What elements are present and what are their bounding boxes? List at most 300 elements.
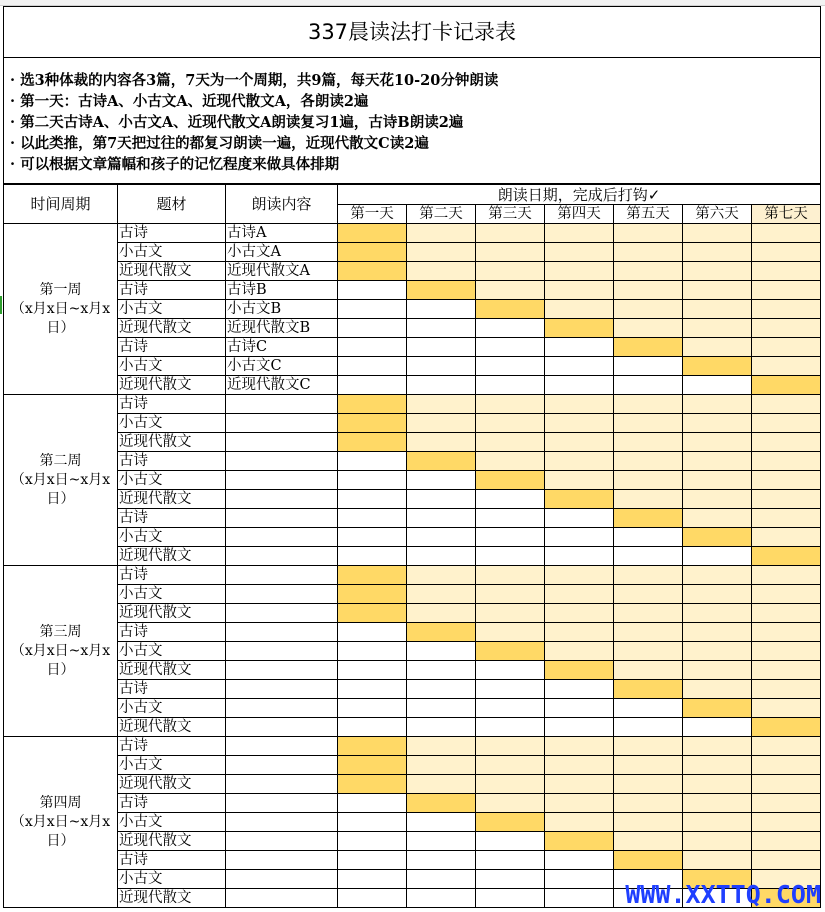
checkin-cell[interactable] [407, 243, 476, 262]
subject-cell[interactable]: 近现代散文 [118, 262, 226, 281]
checkin-cell[interactable] [476, 490, 545, 509]
checkin-cell[interactable] [476, 604, 545, 623]
subject-cell[interactable]: 古诗 [118, 224, 226, 243]
checkin-cell[interactable] [752, 471, 821, 490]
checkin-cell[interactable] [338, 794, 407, 813]
checkin-cell[interactable] [407, 585, 476, 604]
checkin-cell[interactable] [752, 376, 821, 395]
checkin-cell[interactable] [614, 509, 683, 528]
day-header[interactable]: 第四天 [545, 205, 614, 224]
subject-cell[interactable]: 古诗 [118, 395, 226, 414]
checkin-cell[interactable] [752, 661, 821, 680]
checkin-cell[interactable] [545, 547, 614, 566]
checkin-cell[interactable] [545, 775, 614, 794]
checkin-cell[interactable] [683, 490, 752, 509]
checkin-cell[interactable] [614, 338, 683, 357]
content-cell[interactable] [226, 794, 338, 813]
checkin-cell[interactable] [683, 528, 752, 547]
checkin-cell[interactable] [407, 319, 476, 338]
checkin-cell[interactable] [407, 300, 476, 319]
checkin-cell[interactable] [407, 224, 476, 243]
checkin-cell[interactable] [683, 224, 752, 243]
checkin-cell[interactable] [752, 813, 821, 832]
content-cell[interactable] [226, 699, 338, 718]
checkin-cell[interactable] [614, 395, 683, 414]
checkin-cell[interactable] [545, 566, 614, 585]
header-content[interactable]: 朗读内容 [226, 185, 338, 224]
checkin-cell[interactable] [476, 547, 545, 566]
checkin-cell[interactable] [407, 756, 476, 775]
checkin-cell[interactable] [476, 718, 545, 737]
checkin-cell[interactable] [752, 547, 821, 566]
checkin-cell[interactable] [545, 452, 614, 471]
checkin-cell[interactable] [683, 851, 752, 870]
checkin-cell[interactable] [338, 357, 407, 376]
checkin-cell[interactable] [407, 414, 476, 433]
checkin-cell[interactable] [545, 490, 614, 509]
checkin-cell[interactable] [407, 737, 476, 756]
content-cell[interactable] [226, 737, 338, 756]
checkin-cell[interactable] [476, 471, 545, 490]
checkin-cell[interactable] [683, 642, 752, 661]
checkin-cell[interactable] [338, 452, 407, 471]
checkin-cell[interactable] [476, 281, 545, 300]
checkin-cell[interactable] [338, 319, 407, 338]
checkin-cell[interactable] [476, 414, 545, 433]
checkin-cell[interactable] [476, 262, 545, 281]
checkin-cell[interactable] [407, 509, 476, 528]
checkin-cell[interactable] [752, 604, 821, 623]
checkin-cell[interactable] [338, 680, 407, 699]
checkin-cell[interactable] [545, 509, 614, 528]
checkin-cell[interactable] [407, 813, 476, 832]
checkin-cell[interactable] [614, 319, 683, 338]
checkin-cell[interactable] [338, 471, 407, 490]
checkin-cell[interactable] [752, 357, 821, 376]
checkin-cell[interactable] [476, 509, 545, 528]
checkin-cell[interactable] [545, 262, 614, 281]
checkin-cell[interactable] [683, 813, 752, 832]
checkin-cell[interactable] [614, 718, 683, 737]
checkin-cell[interactable] [476, 623, 545, 642]
checkin-cell[interactable] [338, 585, 407, 604]
checkin-cell[interactable] [545, 414, 614, 433]
checkin-cell[interactable] [407, 433, 476, 452]
header-subject[interactable]: 题材 [118, 185, 226, 224]
subject-cell[interactable]: 小古文 [118, 357, 226, 376]
content-cell[interactable] [226, 452, 338, 471]
checkin-cell[interactable] [752, 851, 821, 870]
checkin-cell[interactable] [614, 566, 683, 585]
content-cell[interactable]: 古诗C [226, 338, 338, 357]
checkin-cell[interactable] [752, 281, 821, 300]
checkin-cell[interactable] [683, 623, 752, 642]
subject-cell[interactable]: 古诗 [118, 851, 226, 870]
checkin-cell[interactable] [338, 718, 407, 737]
checkin-cell[interactable] [614, 528, 683, 547]
checkin-cell[interactable] [752, 832, 821, 851]
checkin-cell[interactable] [545, 718, 614, 737]
checkin-cell[interactable] [545, 699, 614, 718]
checkin-cell[interactable] [407, 642, 476, 661]
subject-cell[interactable]: 古诗 [118, 794, 226, 813]
checkin-cell[interactable] [407, 870, 476, 889]
page-title[interactable]: 337晨读法打卡记录表 [3, 6, 821, 58]
content-cell[interactable]: 小古文A [226, 243, 338, 262]
checkin-cell[interactable] [407, 357, 476, 376]
content-cell[interactable] [226, 718, 338, 737]
checkin-cell[interactable] [338, 433, 407, 452]
subject-cell[interactable]: 小古文 [118, 642, 226, 661]
checkin-cell[interactable] [476, 319, 545, 338]
checkin-cell[interactable] [545, 433, 614, 452]
checkin-cell[interactable] [338, 547, 407, 566]
checkin-cell[interactable] [407, 661, 476, 680]
content-cell[interactable] [226, 585, 338, 604]
checkin-cell[interactable] [683, 604, 752, 623]
checkin-cell[interactable] [545, 756, 614, 775]
checkin-cell[interactable] [407, 623, 476, 642]
checkin-cell[interactable] [338, 604, 407, 623]
content-cell[interactable] [226, 395, 338, 414]
checkin-cell[interactable] [407, 680, 476, 699]
subject-cell[interactable]: 近现代散文 [118, 319, 226, 338]
checkin-cell[interactable] [683, 319, 752, 338]
checkin-cell[interactable] [614, 794, 683, 813]
checkin-cell[interactable] [683, 376, 752, 395]
subject-cell[interactable]: 小古文 [118, 699, 226, 718]
day-header[interactable]: 第二天 [407, 205, 476, 224]
checkin-cell[interactable] [338, 281, 407, 300]
subject-cell[interactable]: 小古文 [118, 870, 226, 889]
subject-cell[interactable]: 古诗 [118, 338, 226, 357]
content-cell[interactable] [226, 547, 338, 566]
checkin-cell[interactable] [683, 794, 752, 813]
checkin-cell[interactable] [407, 395, 476, 414]
checkin-cell[interactable] [752, 338, 821, 357]
content-cell[interactable] [226, 414, 338, 433]
checkin-cell[interactable] [476, 661, 545, 680]
checkin-cell[interactable] [614, 433, 683, 452]
checkin-cell[interactable] [614, 281, 683, 300]
subject-cell[interactable]: 小古文 [118, 528, 226, 547]
checkin-cell[interactable] [338, 623, 407, 642]
content-cell[interactable] [226, 642, 338, 661]
checkin-cell[interactable] [476, 756, 545, 775]
checkin-cell[interactable] [476, 775, 545, 794]
checkin-cell[interactable] [614, 490, 683, 509]
checkin-cell[interactable] [683, 832, 752, 851]
checkin-cell[interactable] [476, 433, 545, 452]
checkin-cell[interactable] [683, 509, 752, 528]
checkin-cell[interactable] [407, 452, 476, 471]
checkin-cell[interactable] [476, 642, 545, 661]
checkin-cell[interactable] [752, 528, 821, 547]
checkin-cell[interactable] [545, 300, 614, 319]
checkin-cell[interactable] [683, 395, 752, 414]
checkin-cell[interactable] [614, 851, 683, 870]
checkin-cell[interactable] [338, 528, 407, 547]
checkin-cell[interactable] [476, 300, 545, 319]
subject-cell[interactable]: 近现代散文 [118, 433, 226, 452]
checkin-cell[interactable] [614, 300, 683, 319]
checkin-cell[interactable] [476, 699, 545, 718]
checkin-cell[interactable] [752, 718, 821, 737]
checkin-cell[interactable] [338, 851, 407, 870]
content-cell[interactable] [226, 471, 338, 490]
checkin-cell[interactable] [752, 794, 821, 813]
checkin-cell[interactable] [476, 832, 545, 851]
checkin-cell[interactable] [614, 737, 683, 756]
checkin-cell[interactable] [338, 566, 407, 585]
checkin-cell[interactable] [338, 395, 407, 414]
checkin-cell[interactable] [338, 338, 407, 357]
week-label[interactable]: 第一周 （x月x日~x月x日） [4, 224, 118, 395]
checkin-cell[interactable] [683, 756, 752, 775]
checkin-cell[interactable] [476, 452, 545, 471]
content-cell[interactable]: 近现代散文C [226, 376, 338, 395]
subject-cell[interactable]: 小古文 [118, 471, 226, 490]
checkin-cell[interactable] [683, 585, 752, 604]
checkin-cell[interactable] [614, 680, 683, 699]
day-header[interactable]: 第七天 [752, 205, 821, 224]
checkin-cell[interactable] [545, 813, 614, 832]
content-cell[interactable]: 小古文C [226, 357, 338, 376]
checkin-cell[interactable] [476, 737, 545, 756]
checkin-cell[interactable] [476, 528, 545, 547]
checkin-cell[interactable] [407, 889, 476, 908]
checkin-cell[interactable] [683, 433, 752, 452]
checkin-cell[interactable] [476, 566, 545, 585]
checkin-cell[interactable] [683, 414, 752, 433]
checkin-cell[interactable] [338, 376, 407, 395]
checkin-cell[interactable] [407, 471, 476, 490]
checkin-cell[interactable] [614, 471, 683, 490]
checkin-cell[interactable] [614, 224, 683, 243]
content-cell[interactable] [226, 566, 338, 585]
checkin-cell[interactable] [338, 889, 407, 908]
checkin-cell[interactable] [476, 889, 545, 908]
subject-cell[interactable]: 近现代散文 [118, 547, 226, 566]
checkin-cell[interactable] [338, 243, 407, 262]
header-dates[interactable]: 朗读日期，完成后打钩✓ [338, 185, 821, 205]
checkin-cell[interactable] [338, 509, 407, 528]
checkin-cell[interactable] [476, 224, 545, 243]
checkin-cell[interactable] [476, 585, 545, 604]
checkin-cell[interactable] [545, 623, 614, 642]
subject-cell[interactable]: 小古文 [118, 813, 226, 832]
checkin-cell[interactable] [614, 661, 683, 680]
checkin-cell[interactable] [545, 243, 614, 262]
checkin-cell[interactable] [407, 528, 476, 547]
checkin-cell[interactable] [614, 262, 683, 281]
checkin-cell[interactable] [407, 490, 476, 509]
checkin-cell[interactable] [545, 338, 614, 357]
checkin-cell[interactable] [683, 452, 752, 471]
checkin-cell[interactable] [338, 756, 407, 775]
checkin-cell[interactable] [545, 357, 614, 376]
checkin-cell[interactable] [545, 661, 614, 680]
checkin-cell[interactable] [683, 680, 752, 699]
checkin-cell[interactable] [338, 832, 407, 851]
week-label[interactable]: 第三周 （x月x日~x月x日） [4, 566, 118, 737]
content-cell[interactable] [226, 832, 338, 851]
checkin-cell[interactable] [683, 566, 752, 585]
checkin-cell[interactable] [338, 699, 407, 718]
checkin-cell[interactable] [683, 471, 752, 490]
checkin-cell[interactable] [338, 661, 407, 680]
subject-cell[interactable]: 近现代散文 [118, 718, 226, 737]
checkin-cell[interactable] [476, 680, 545, 699]
content-cell[interactable] [226, 889, 338, 908]
checkin-cell[interactable] [545, 680, 614, 699]
day-header[interactable]: 第三天 [476, 205, 545, 224]
checkin-cell[interactable] [545, 395, 614, 414]
subject-cell[interactable]: 近现代散文 [118, 775, 226, 794]
checkin-cell[interactable] [752, 490, 821, 509]
content-cell[interactable] [226, 680, 338, 699]
content-cell[interactable] [226, 623, 338, 642]
subject-cell[interactable]: 古诗 [118, 680, 226, 699]
checkin-cell[interactable] [752, 680, 821, 699]
content-cell[interactable]: 古诗B [226, 281, 338, 300]
checkin-cell[interactable] [752, 319, 821, 338]
checkin-cell[interactable] [752, 224, 821, 243]
checkin-cell[interactable] [407, 832, 476, 851]
content-cell[interactable] [226, 604, 338, 623]
checkin-cell[interactable] [683, 547, 752, 566]
content-cell[interactable] [226, 851, 338, 870]
checkin-cell[interactable] [614, 414, 683, 433]
checkin-cell[interactable] [614, 813, 683, 832]
checkin-cell[interactable] [476, 870, 545, 889]
checkin-cell[interactable] [338, 300, 407, 319]
instructions-block[interactable] [3, 58, 821, 184]
checkin-cell[interactable] [407, 338, 476, 357]
checkin-cell[interactable] [614, 452, 683, 471]
checkin-cell[interactable] [545, 585, 614, 604]
checkin-cell[interactable] [338, 870, 407, 889]
checkin-cell[interactable] [752, 623, 821, 642]
checkin-cell[interactable] [545, 319, 614, 338]
checkin-cell[interactable] [614, 376, 683, 395]
content-cell[interactable] [226, 509, 338, 528]
checkin-cell[interactable] [683, 357, 752, 376]
checkin-cell[interactable] [614, 699, 683, 718]
subject-cell[interactable]: 近现代散文 [118, 832, 226, 851]
checkin-cell[interactable] [476, 338, 545, 357]
checkin-cell[interactable] [683, 737, 752, 756]
checkin-cell[interactable] [476, 813, 545, 832]
content-cell[interactable] [226, 756, 338, 775]
subject-cell[interactable]: 古诗 [118, 452, 226, 471]
checkin-cell[interactable] [614, 547, 683, 566]
checkin-cell[interactable] [407, 794, 476, 813]
subject-cell[interactable]: 古诗 [118, 566, 226, 585]
checkin-cell[interactable] [476, 243, 545, 262]
content-cell[interactable] [226, 813, 338, 832]
checkin-cell[interactable] [614, 357, 683, 376]
checkin-cell[interactable] [545, 870, 614, 889]
content-cell[interactable]: 古诗A [226, 224, 338, 243]
checkin-cell[interactable] [752, 756, 821, 775]
subject-cell[interactable]: 小古文 [118, 756, 226, 775]
checkin-cell[interactable] [476, 794, 545, 813]
checkin-cell[interactable] [614, 642, 683, 661]
checkin-cell[interactable] [683, 243, 752, 262]
checkin-cell[interactable] [338, 490, 407, 509]
checkin-cell[interactable] [545, 832, 614, 851]
day-header[interactable]: 第一天 [338, 205, 407, 224]
content-cell[interactable] [226, 490, 338, 509]
checkin-cell[interactable] [407, 547, 476, 566]
checkin-cell[interactable] [614, 623, 683, 642]
checkin-cell[interactable] [545, 528, 614, 547]
checkin-cell[interactable] [545, 376, 614, 395]
checkin-cell[interactable] [683, 775, 752, 794]
checkin-cell[interactable] [614, 604, 683, 623]
checkin-cell[interactable] [752, 243, 821, 262]
checkin-cell[interactable] [338, 262, 407, 281]
checkin-cell[interactable] [545, 471, 614, 490]
checkin-cell[interactable] [752, 737, 821, 756]
checkin-cell[interactable] [752, 433, 821, 452]
checkin-cell[interactable] [476, 851, 545, 870]
checkin-cell[interactable] [614, 775, 683, 794]
checkin-cell[interactable] [545, 604, 614, 623]
checkin-cell[interactable] [545, 224, 614, 243]
checkin-cell[interactable] [407, 566, 476, 585]
checkin-cell[interactable] [614, 756, 683, 775]
checkin-cell[interactable] [476, 376, 545, 395]
checkin-cell[interactable] [683, 699, 752, 718]
subject-cell[interactable]: 近现代散文 [118, 661, 226, 680]
checkin-cell[interactable] [338, 737, 407, 756]
checkin-cell[interactable] [545, 642, 614, 661]
checkin-cell[interactable] [338, 642, 407, 661]
checkin-cell[interactable] [752, 699, 821, 718]
subject-cell[interactable]: 近现代散文 [118, 490, 226, 509]
content-cell[interactable] [226, 661, 338, 680]
checkin-cell[interactable] [752, 262, 821, 281]
checkin-cell[interactable] [338, 414, 407, 433]
checkin-cell[interactable] [683, 281, 752, 300]
checkin-cell[interactable] [683, 338, 752, 357]
checkin-cell[interactable] [476, 395, 545, 414]
header-period[interactable]: 时间周期 [4, 185, 118, 224]
checkin-cell[interactable] [752, 775, 821, 794]
checkin-cell[interactable] [752, 300, 821, 319]
content-cell[interactable]: 近现代散文A [226, 262, 338, 281]
checkin-cell[interactable] [407, 604, 476, 623]
content-cell[interactable]: 近现代散文B [226, 319, 338, 338]
content-cell[interactable]: 小古文B [226, 300, 338, 319]
content-cell[interactable] [226, 775, 338, 794]
subject-cell[interactable]: 古诗 [118, 509, 226, 528]
subject-cell[interactable]: 小古文 [118, 585, 226, 604]
checkin-cell[interactable] [614, 243, 683, 262]
checkin-cell[interactable] [407, 775, 476, 794]
subject-cell[interactable]: 近现代散文 [118, 376, 226, 395]
subject-cell[interactable]: 小古文 [118, 300, 226, 319]
checkin-cell[interactable] [683, 262, 752, 281]
subject-cell[interactable]: 小古文 [118, 243, 226, 262]
checkin-cell[interactable] [614, 585, 683, 604]
checkin-cell[interactable] [752, 585, 821, 604]
content-cell[interactable] [226, 528, 338, 547]
subject-cell[interactable]: 古诗 [118, 281, 226, 300]
subject-cell[interactable]: 古诗 [118, 623, 226, 642]
